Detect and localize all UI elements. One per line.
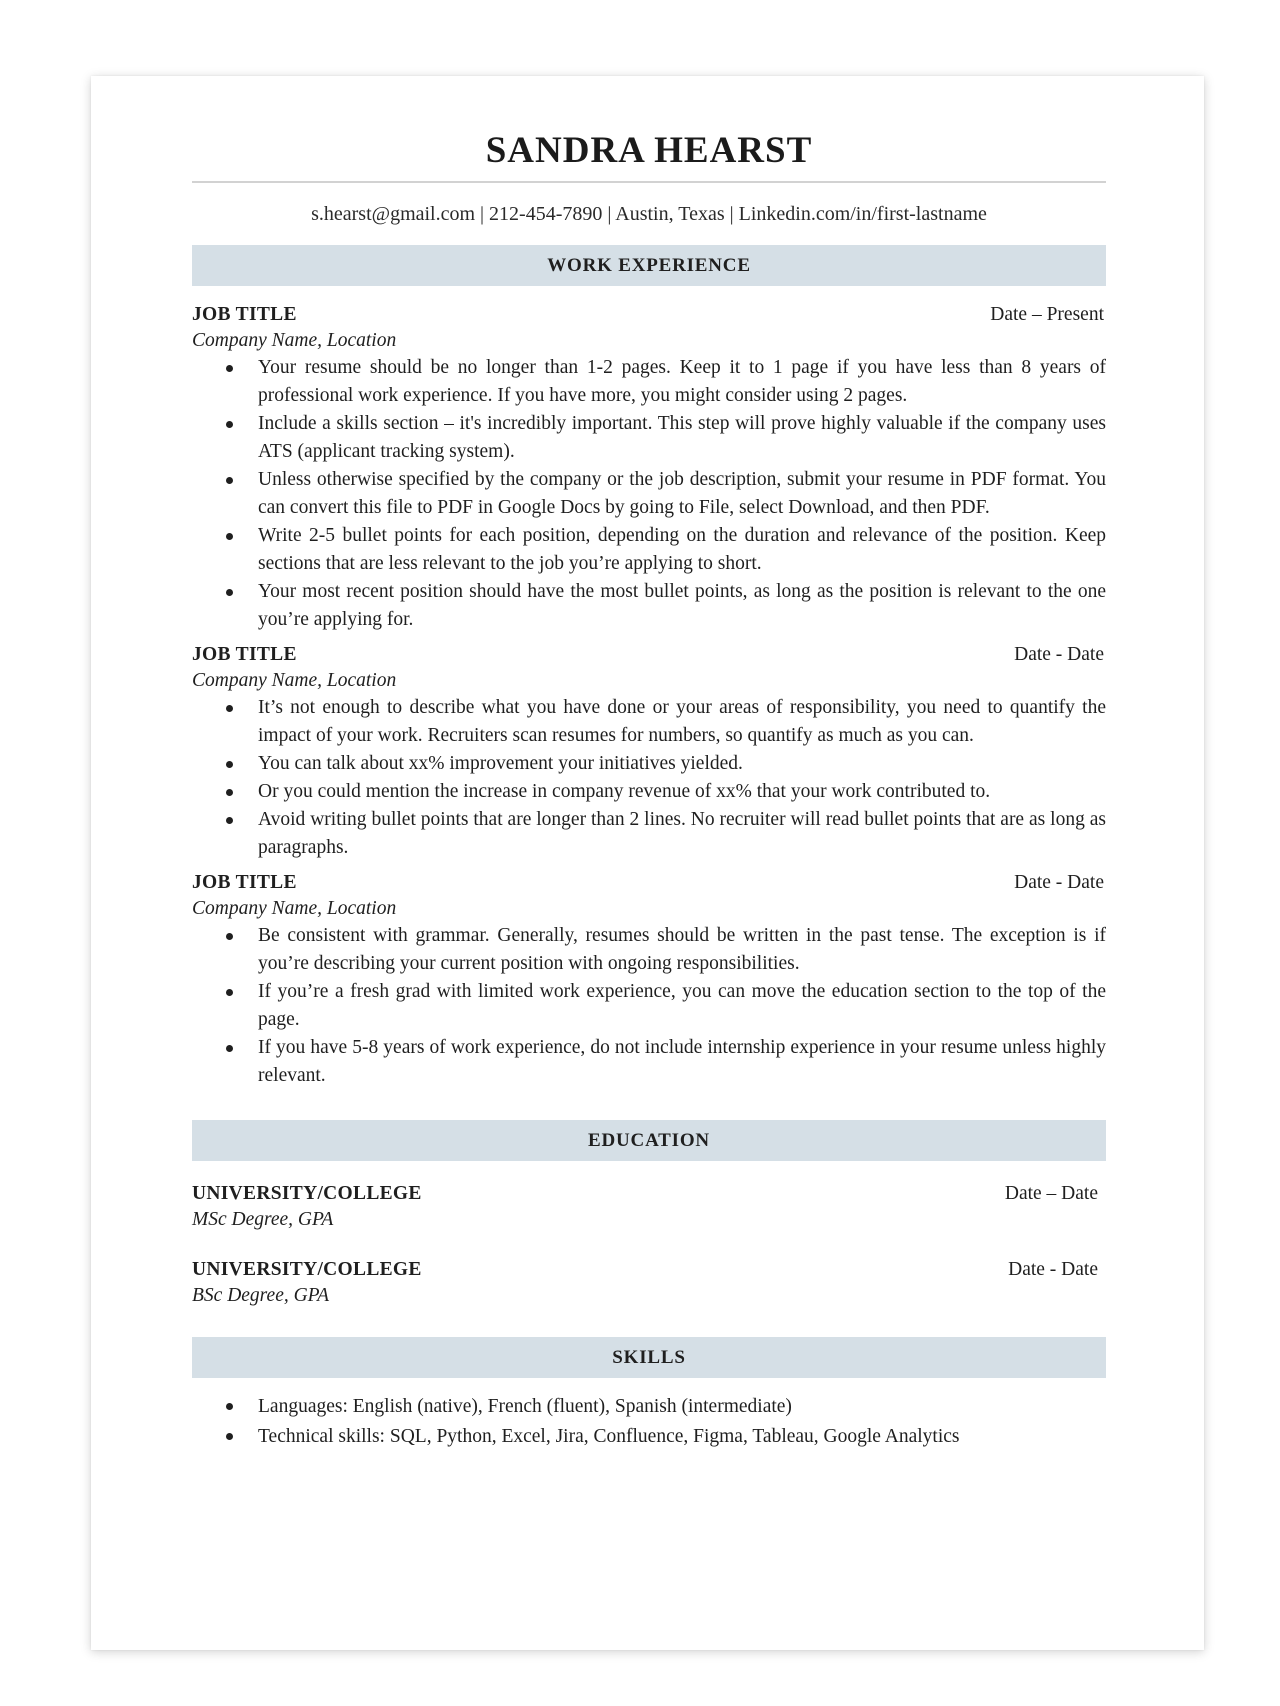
- school-name: UNIVERSITY/COLLEGE: [192, 1183, 422, 1204]
- school-name: UNIVERSITY/COLLEGE: [192, 1259, 422, 1280]
- job-bullets: [192, 922, 1106, 1090]
- company-location: Company Name, Location: [192, 330, 397, 351]
- education-header: [192, 1181, 1106, 1207]
- job-entry: [192, 302, 1106, 634]
- skill-item: Technical skills: SQL, Python, Excel, Jira, Confluence, Figma, Tableau, Google Analytics: [258, 1422, 1106, 1452]
- job-header: [192, 642, 1106, 668]
- work-experience-heading: WORK EXPERIENCE: [192, 245, 1106, 286]
- resume-content: [192, 76, 1106, 1452]
- bullet-item: If you’re a fresh grad with limited work experience, you can move the education section to the top of the page.: [258, 978, 1106, 1034]
- company-location: Company Name, Location: [192, 670, 397, 691]
- skills-heading: SKILLS: [192, 1337, 1106, 1378]
- job-entry: [192, 870, 1106, 1090]
- education-date: Date – Date: [1004, 1183, 1098, 1204]
- bullet-item: Unless otherwise specified by the company or the job description, submit your resume in PDF format. You can convert this file to PDF in Google Docs by going to File, select Download, and then PDF.: [258, 466, 1106, 522]
- skills-list: [192, 1392, 1106, 1452]
- resume-page: [91, 76, 1204, 1650]
- education-heading: EDUCATION: [192, 1120, 1106, 1161]
- education-header: [192, 1257, 1106, 1283]
- name-divider: [192, 181, 1106, 183]
- job-title: JOB TITLE: [192, 304, 297, 325]
- bullet-item: Avoid writing bullet points that are longer than 2 lines. No recruiter will read bullet points that are as long as paragraphs.: [258, 806, 1106, 862]
- job-date: Date - Date: [1014, 644, 1104, 665]
- education-entry: [192, 1257, 1106, 1309]
- job-title: JOB TITLE: [192, 644, 297, 665]
- bullet-item: You can talk about xx% improvement your initiatives yielded.: [258, 750, 1106, 778]
- job-entry: [192, 642, 1106, 862]
- bullet-item: If you have 5-8 years of work experience, do not include internship experience in your resume unless highly relevant.: [258, 1034, 1106, 1090]
- bullet-item: Your most recent position should have the most bullet points, as long as the position is relevant to the one you’re applying for.: [258, 578, 1106, 634]
- bullet-item: Include a skills section – it's incredibly important. This step will prove highly valuable if the company uses ATS (applicant tracking system).: [258, 410, 1106, 466]
- education-entry: [192, 1181, 1106, 1233]
- bullet-item: Be consistent with grammar. Generally, resumes should be written in the past tense. The exception is if you’re describing your current position with ongoing responsibilities.: [258, 922, 1106, 978]
- bullet-item: It’s not enough to describe what you have done or your areas of responsibility, you need to quantify the impact of your work. Recruiters scan resumes for numbers, so quantify as much as you can.: [258, 694, 1106, 750]
- job-bullets: [192, 354, 1106, 634]
- skill-item: Languages: English (native), French (fluent), Spanish (intermediate): [258, 1392, 1106, 1422]
- job-date: Date - Date: [1014, 872, 1104, 893]
- job-date: Date – Present: [990, 304, 1104, 325]
- job-bullets: [192, 694, 1106, 862]
- degree: BSc Degree, GPA: [192, 1285, 329, 1306]
- bullet-item: Your resume should be no longer than 1-2 pages. Keep it to 1 page if you have less than 8 years of professional work experience. If you have more, you might consider using 2 pages.: [258, 354, 1106, 410]
- company-location: Company Name, Location: [192, 898, 397, 919]
- candidate-name: SANDRA HEARST: [485, 130, 813, 171]
- job-title: JOB TITLE: [192, 872, 297, 893]
- job-header: [192, 870, 1106, 896]
- education-date: Date - Date: [1008, 1259, 1098, 1280]
- degree: MSc Degree, GPA: [192, 1209, 334, 1230]
- job-header: [192, 302, 1106, 328]
- contact-line: s.hearst@gmail.com | 212-454-7890 | Austin, Texas | Linkedin.com/in/first-lastname: [311, 203, 987, 225]
- bullet-item: Or you could mention the increase in company revenue of xx% that your work contributed to.: [258, 778, 1106, 806]
- bullet-item: Write 2-5 bullet points for each position, depending on the duration and relevance of the position. Keep sections that are less relevant to the job you’re applying to short.: [258, 522, 1106, 578]
